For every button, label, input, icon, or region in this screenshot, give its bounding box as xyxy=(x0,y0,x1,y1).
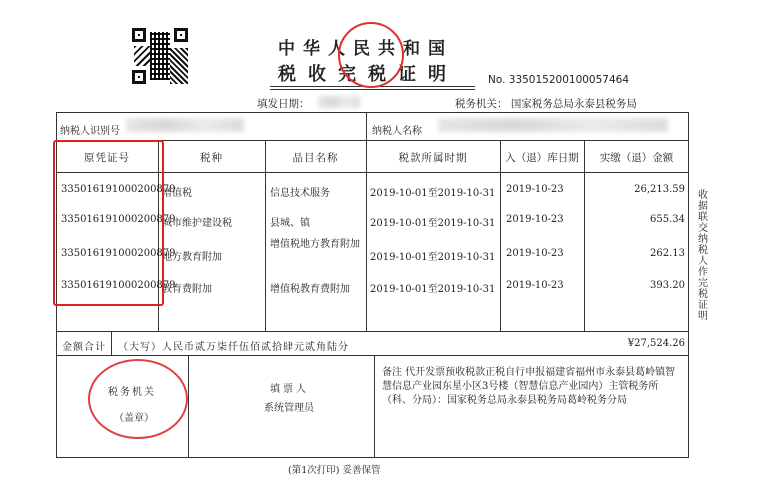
taxpayer-name-label: 纳税人名称 xyxy=(372,126,422,137)
row4-amount: 393.20 xyxy=(650,280,685,291)
side-stub-text: 收据联 交纳税人作完税证明 xyxy=(698,190,708,322)
header-item: 品目名称 xyxy=(292,152,339,164)
header-period: 税款所属时期 xyxy=(398,152,468,164)
row3-voucher: 335016191000200879 xyxy=(61,248,176,259)
row2-amount: 655.34 xyxy=(650,214,685,225)
tax-authority: 税务机关： 国家税务总局永泰县税务局 xyxy=(455,98,637,110)
header-voucher: 原凭证号 xyxy=(84,152,130,164)
redacted-taxpayer-id xyxy=(126,118,244,132)
row4-item: 增值税教育费附加 xyxy=(270,284,350,295)
header-date: 入（退）库日期 xyxy=(505,152,579,164)
fill-date-label: 填发日期： xyxy=(257,98,310,110)
taxpayer-id-label: 纳税人识别号 xyxy=(60,126,120,137)
title-line1: 中华人民共和国 xyxy=(278,39,453,59)
row2-voucher: 335016191000200879 xyxy=(61,214,176,225)
remarks-note: 备注 代开发票预收税款正税自行申报福建省福州市永泰县葛岭镇智慧信息产业园东星小区3号楼（智慧信息产业园内）主管税务所（科、分局）：国家税务总局永泰县税务局葛岭税务分局 xyxy=(382,367,676,406)
row4-tax: 教育费附加 xyxy=(162,284,212,295)
title-line2: 税收完税证明 xyxy=(278,64,458,85)
row3-period: 2019-10-01至2019-10-31 xyxy=(370,252,496,263)
row3-amount: 262.13 xyxy=(650,248,685,259)
row3-date: 2019-10-23 xyxy=(506,248,564,259)
title-underline-2 xyxy=(270,89,475,90)
header-tax-type: 税种 xyxy=(200,152,223,164)
tax-office-seal xyxy=(88,359,188,439)
row1-period: 2019-10-01至2019-10-31 xyxy=(370,188,496,199)
row1-item: 信息技术服务 xyxy=(270,188,330,199)
row2-tax: 城市维护建设税 xyxy=(162,218,232,229)
authority-label: 税务机关 xyxy=(108,387,156,398)
row3-tax: 地方教育附加 xyxy=(162,252,222,263)
filler-value: 系统管理员 xyxy=(264,403,314,414)
row4-date: 2019-10-23 xyxy=(506,280,564,291)
row4-period: 2019-10-01至2019-10-31 xyxy=(370,284,496,295)
qr-code xyxy=(132,28,188,84)
total-in-words: （大写）人民币贰万柒仟伍佰贰拾肆元贰角陆分 xyxy=(118,342,349,353)
row1-tax: 增值税 xyxy=(162,188,192,199)
total-amount: ¥27,524.26 xyxy=(627,338,685,349)
row2-period: 2019-10-01至2019-10-31 xyxy=(370,218,496,229)
redacted-date xyxy=(318,96,360,108)
row2-item: 县城、镇 xyxy=(270,218,310,229)
row2-date: 2019-10-23 xyxy=(506,214,564,225)
filler-label: 填票人 xyxy=(270,384,309,395)
total-label: 金额合计 xyxy=(62,342,106,353)
print-footer: (第1次打印) 妥善保管 xyxy=(288,465,381,476)
header-amount: 实缴（退）金额 xyxy=(599,152,674,164)
row1-date: 2019-10-23 xyxy=(506,184,564,195)
certificate-number: No. 335015200100057464 xyxy=(488,74,630,86)
row4-voucher: 335016191000200879 xyxy=(61,280,176,291)
row3-item: 增值税地方教育附加 xyxy=(270,239,360,250)
voucher-highlight-box xyxy=(53,140,164,306)
seal-label: （盖章） xyxy=(114,413,154,424)
red-seal-annotation xyxy=(338,22,404,88)
row1-amount: 26,213.59 xyxy=(634,184,685,195)
redacted-taxpayer-name xyxy=(438,118,668,132)
row1-voucher: 335016191000200879 xyxy=(61,184,176,195)
